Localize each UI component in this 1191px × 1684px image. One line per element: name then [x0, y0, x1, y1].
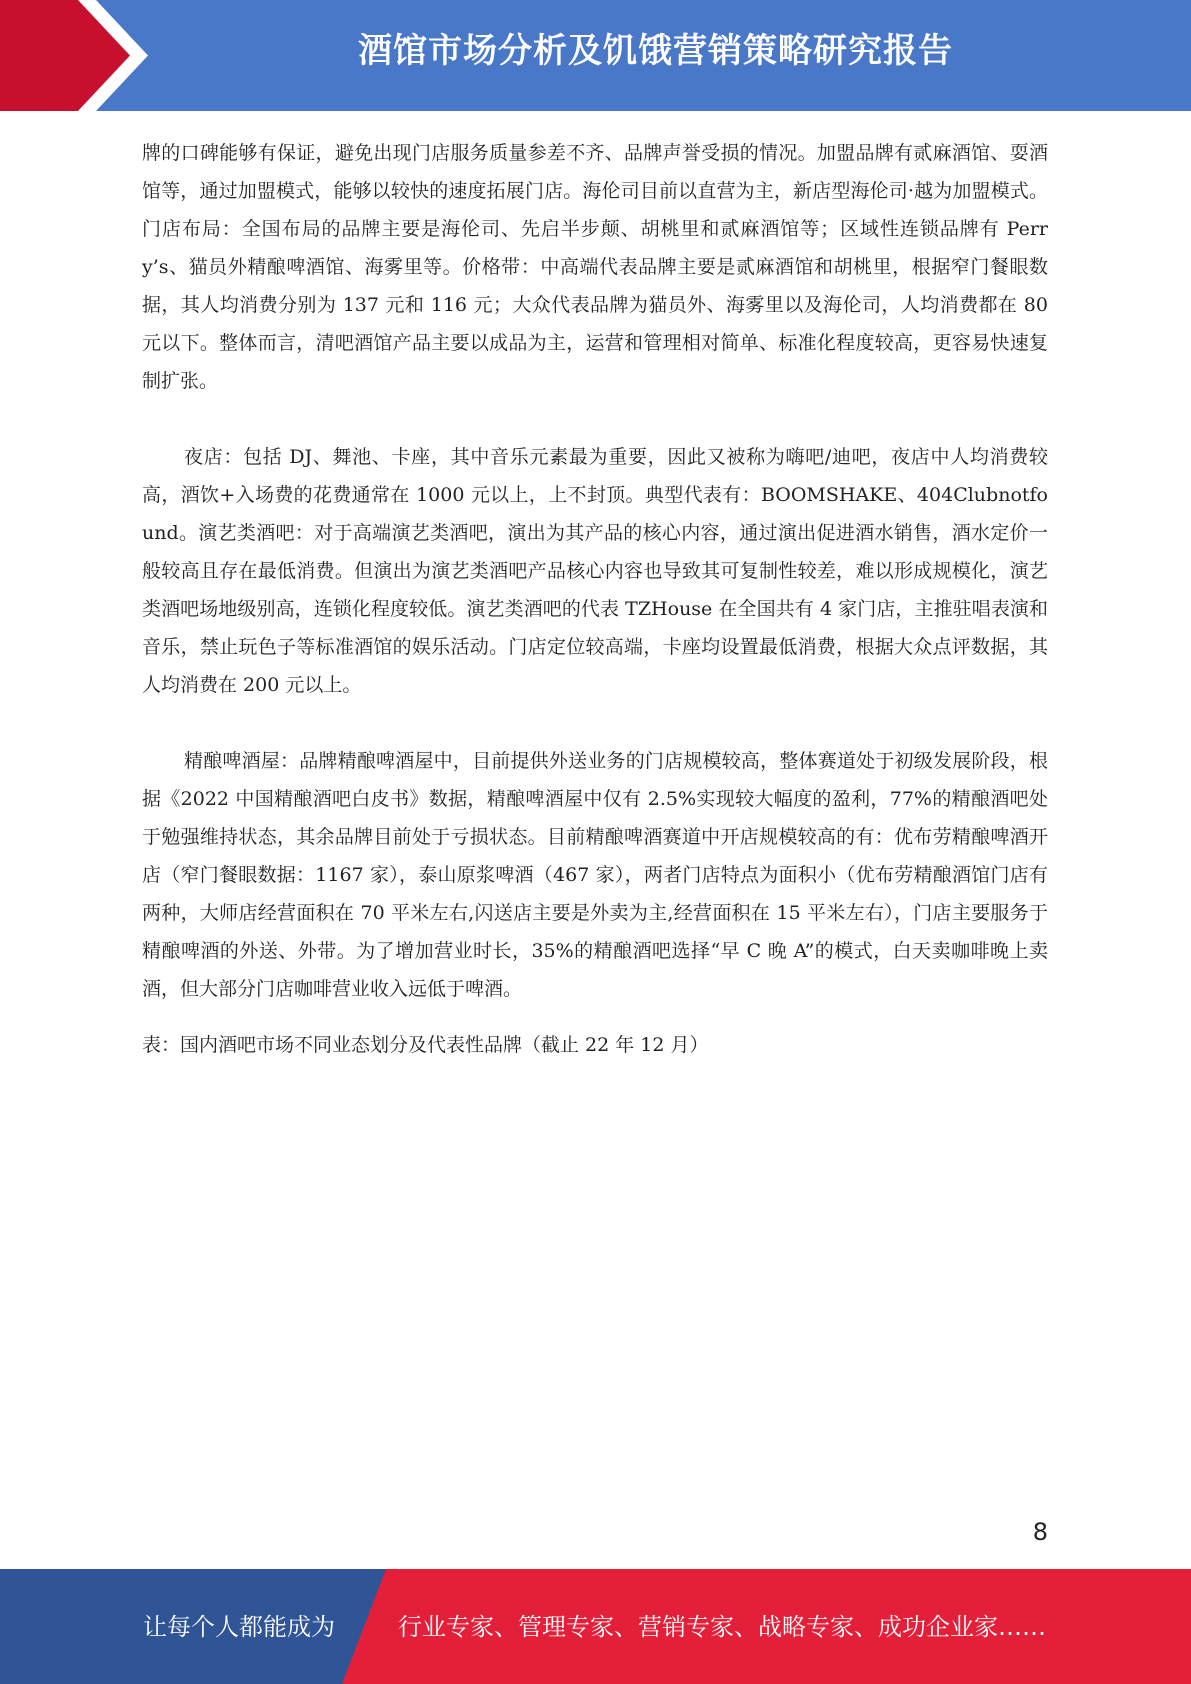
- body-paragraph-3: 精酿啤酒屋：品牌精酿啤酒屋中，目前提供外送业务的门店规模较高，整体赛道处于初级发展阶段，根据《2022 中国精酿酒吧白皮书》数据，精酿啤酒屋中仅有 2.5%实现较大幅度的盈利，77%的精酿酒吧处于勉强维持状态，其余品牌目前处于亏损状态。目前精酿啤酒赛道中开店规模较高的有：优布劳精酿啤酒开店（窄门餐眼数据：1167 家），泰山原浆啤酒（467 家），两者门店特点为面积小（优布劳精酿酒馆门店有两种，大师店经营面积在 70 平米左右,闪送店主要是外卖为主,经营面积在 15 平米左右），门店主要服务于精酿啤酒的外送、外带。为了增加营业时长，35%的精酿酒吧选择“早 C 晚 A”的模式，白天卖咖啡晚上卖酒，但大部分门店咖啡营业收入远低于啤酒。: [142, 750, 1048, 1000]
- page-number: 8: [1032, 1518, 1048, 1546]
- footer-slogan-left: 让每个人都能成为: [143, 1613, 335, 1641]
- table-caption: 表：国内酒吧市场不同业态划分及代表性品牌（截止 22 年 12 月）: [142, 1034, 709, 1056]
- body-paragraph-1: 牌的口碑能够有保证，避免出现门店服务质量参差不齐、品牌声誉受损的情况。加盟品牌有贰麻酒馆、耍酒馆等，通过加盟模式，能够以较快的速度拓展门店。海伦司目前以直营为主，新店型海伦司·越为加盟模式。门店布局：全国布局的品牌主要是海伦司、先启半步颠、胡桃里和贰麻酒馆等；区域性连锁品牌有 Perry’s、猫员外精酿啤酒馆、海雾里等。价格带：中高端代表品牌主要是贰麻酒馆和胡桃里，根据窄门餐眼数据，其人均消费分别为 137 元和 116 元；大众代表品牌为猫员外、海雾里以及海伦司，人均消费都在 80 元以下。整体而言，清吧酒馆产品主要以成品为主，运营和管理相对简单、标准化程度较高，更容易快速复制扩张。: [142, 142, 1048, 392]
- document-body: [142, 134, 1048, 1064]
- page-footer: [0, 1569, 1191, 1684]
- body-paragraph-2: 夜店：包括 DJ、舞池、卡座，其中音乐元素最为重要，因此又被称为嗨吧/迪吧，夜店中人均消费较高，酒饮+入场费的花费通常在 1000 元以上，上不封顶。典型代表有：BOOMSHAKE、404Clubnotfound。演艺类酒吧：对于高端演艺类酒吧，演出为其产品的核心内容，通过演出促进酒水销售，酒水定价一般较高且存在最低消费。但演出为演艺类酒吧产品核心内容也导致其可复制性较差，难以形成规模化，演艺类酒吧场地级别高，连锁化程度较低。演艺类酒吧的代表 TZHouse 在全国共有 4 家门店，主推驻唱表演和音乐，禁止玩色子等标准酒馆的娱乐活动。门店定位较高端，卡座均设置最低消费，根据大众点评数据，其人均消费在 200 元以上。: [142, 446, 1048, 696]
- header-arrow-decoration: [0, 0, 160, 111]
- header-title: 酒馆市场分析及饥饿营销策略研究报告: [358, 31, 953, 71]
- footer-slogan-right: 行业专家、管理专家、营销专家、战略专家、成功企业家……: [398, 1613, 1046, 1641]
- page-header: [0, 0, 1191, 111]
